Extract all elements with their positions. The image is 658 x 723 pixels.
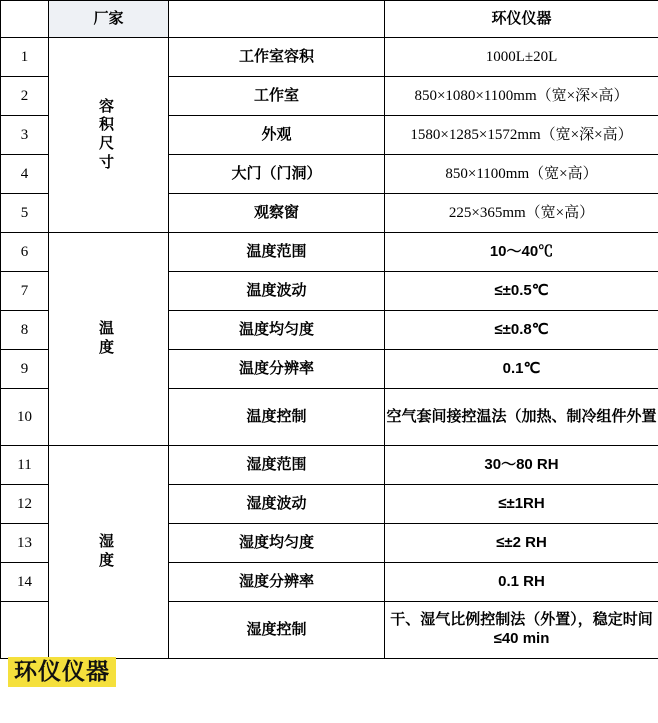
row-index: [1, 602, 49, 659]
group-label-humidity: [49, 446, 169, 659]
row-item: 湿度范围: [169, 446, 385, 485]
row-index: 14: [1, 563, 49, 602]
row-value: 1000L±20L: [385, 38, 658, 77]
row-index: 3: [1, 116, 49, 155]
row-value: ≤±0.8℃: [385, 311, 658, 350]
table-row: [1, 446, 658, 485]
row-index: 2: [1, 77, 49, 116]
row-index: 9: [1, 350, 49, 389]
table-row: [1, 38, 658, 77]
group-label-temperature-text: 温度: [98, 320, 118, 356]
header-index-blank: [1, 1, 49, 38]
row-item: 观察窗: [169, 194, 385, 233]
row-item: 湿度控制: [169, 602, 385, 659]
row-index: 5: [1, 194, 49, 233]
header-brand: 环仪仪器: [385, 1, 658, 38]
row-index: 6: [1, 233, 49, 272]
row-index: 13: [1, 524, 49, 563]
row-index: 8: [1, 311, 49, 350]
row-item: 工作室: [169, 77, 385, 116]
row-value: 0.1 RH: [385, 563, 658, 602]
row-index: 1: [1, 38, 49, 77]
row-item: 温度控制: [169, 389, 385, 446]
row-index: 11: [1, 446, 49, 485]
row-item: 湿度均匀度: [169, 524, 385, 563]
row-item: 湿度波动: [169, 485, 385, 524]
group-label-temperature: [49, 233, 169, 446]
table-header-row: [1, 1, 658, 38]
row-value: 850×1100mm（宽×高）: [385, 155, 658, 194]
header-manufacturer: 厂家: [49, 1, 169, 38]
row-item: 大门（门洞）: [169, 155, 385, 194]
group-label-humidity-text: 湿度: [98, 533, 118, 569]
row-index: 4: [1, 155, 49, 194]
group-label-volume: [49, 38, 169, 233]
row-value: 1580×1285×1572mm（宽×深×高）: [385, 116, 658, 155]
row-value: 0.1℃: [385, 350, 658, 389]
row-value: 850×1080×1100mm（宽×深×高）: [385, 77, 658, 116]
row-value: ≤±2 RH: [385, 524, 658, 563]
row-item: 工作室容积: [169, 38, 385, 77]
row-value: 30～80 RH: [385, 446, 658, 485]
row-value: ≤±1RH: [385, 485, 658, 524]
row-index: 12: [1, 485, 49, 524]
row-item: 温度波动: [169, 272, 385, 311]
row-item: 温度均匀度: [169, 311, 385, 350]
row-value: 空气套间接控温法（加热、制冷组件外置: [385, 389, 658, 446]
row-item: 温度范围: [169, 233, 385, 272]
watermark-logo: 环仪仪器: [8, 657, 116, 687]
table-row: [1, 233, 658, 272]
group-label-volume-text: 容积尺寸: [98, 97, 118, 171]
row-index: 7: [1, 272, 49, 311]
row-value: ≤±0.5℃: [385, 272, 658, 311]
row-index: 10: [1, 389, 49, 446]
row-item: 湿度分辨率: [169, 563, 385, 602]
row-value: 225×365mm（宽×高）: [385, 194, 658, 233]
header-item-blank: [169, 1, 385, 38]
row-value: 干、湿气比例控制法（外置），稳定时间≤40 min: [385, 602, 658, 659]
row-value: 10～40℃: [385, 233, 658, 272]
row-item: 温度分辨率: [169, 350, 385, 389]
row-item: 外观: [169, 116, 385, 155]
